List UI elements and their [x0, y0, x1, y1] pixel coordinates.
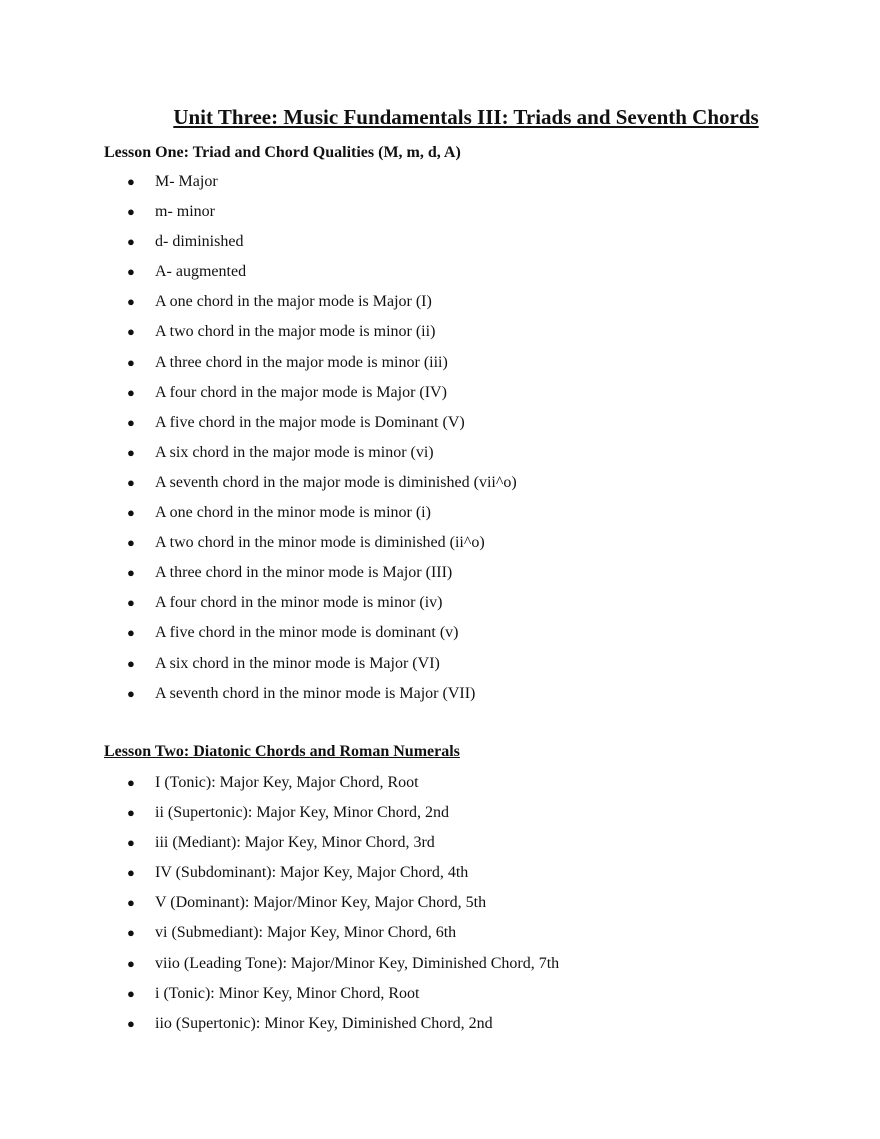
bullet-icon: ● — [127, 565, 135, 581]
list-item — [0, 653, 880, 683]
list-item-text: ii (Supertonic): Major Key, Minor Chord, 2nd — [155, 804, 450, 822]
list-item — [0, 382, 880, 412]
bullet-icon: ● — [127, 535, 135, 551]
list-item — [0, 291, 880, 321]
bullet-icon: ● — [127, 865, 135, 881]
list-item — [0, 983, 880, 1013]
bullet-icon: ● — [127, 505, 135, 521]
bullet-icon: ● — [127, 234, 135, 250]
list-item-text: A- augmented — [155, 263, 247, 281]
lesson-one-heading: Lesson One: Triad and Chord Qualities (M, m, d, A) — [104, 144, 461, 161]
list-item — [0, 261, 880, 291]
bullet-icon: ● — [127, 925, 135, 941]
list-item — [0, 562, 880, 592]
list-item-text: A two chord in the major mode is minor (ii) — [155, 323, 436, 341]
lesson-one-list — [0, 171, 880, 713]
list-item-text: vi (Submediant): Major Key, Minor Chord, 6th — [155, 924, 457, 942]
list-item-text: A six chord in the minor mode is Major (VI) — [155, 654, 440, 672]
list-item-text: i (Tonic): Minor Key, Minor Chord, Root — [155, 984, 420, 1002]
document-title: Unit Three: Music Fundamentals III: Triads and Seventh Chords — [173, 105, 759, 129]
list-item — [0, 171, 880, 201]
bullet-icon: ● — [127, 835, 135, 851]
list-item-text: A seventh chord in the minor mode is Major (VII) — [155, 684, 476, 702]
bullet-icon: ● — [127, 655, 135, 671]
list-item-text: A three chord in the major mode is minor (iii) — [155, 353, 448, 371]
list-item — [0, 502, 880, 532]
list-item-text: I (Tonic): Major Key, Major Chord, Root — [155, 774, 419, 791]
list-item-text: A two chord in the minor mode is diminished (ii^o) — [155, 534, 485, 552]
list-item — [0, 231, 880, 261]
list-item-text: A three chord in the minor mode is Major (III) — [155, 564, 453, 582]
list-item-text: A six chord in the major mode is minor (vi) — [155, 443, 434, 461]
bullet-icon: ● — [127, 1015, 135, 1031]
list-item — [0, 412, 880, 442]
list-item — [0, 862, 880, 892]
list-item — [0, 532, 880, 562]
bullet-icon: ● — [127, 985, 135, 1001]
list-item — [0, 772, 880, 802]
list-item — [0, 953, 880, 983]
list-item-text: A four chord in the minor mode is minor (iv) — [155, 594, 443, 612]
list-item-text: A one chord in the minor mode is minor (i) — [155, 504, 431, 522]
list-item — [0, 802, 880, 832]
list-item-text: A five chord in the major mode is Dominant (V) — [155, 413, 465, 431]
list-item-text: IV (Subdominant): Major Key, Major Chord, 4th — [155, 864, 469, 882]
bullet-icon: ● — [127, 895, 135, 911]
list-item-text: iii (Mediant): Major Key, Minor Chord, 3rd — [155, 834, 435, 852]
list-item-text: m- minor — [155, 203, 215, 221]
bullet-icon: ● — [127, 685, 135, 701]
list-item — [0, 592, 880, 622]
list-item-text: M- Major — [155, 173, 218, 190]
bullet-icon: ● — [127, 474, 135, 490]
bullet-icon: ● — [127, 294, 135, 310]
list-item — [0, 352, 880, 382]
list-item — [0, 321, 880, 351]
bullet-icon: ● — [127, 625, 135, 641]
list-item — [0, 622, 880, 652]
bullet-icon: ● — [127, 414, 135, 430]
bullet-icon: ● — [127, 805, 135, 821]
list-item — [0, 683, 880, 713]
bullet-icon: ● — [127, 324, 135, 340]
bullet-icon: ● — [127, 354, 135, 370]
list-item — [0, 472, 880, 502]
bullet-icon: ● — [127, 595, 135, 611]
bullet-icon: ● — [127, 444, 135, 460]
list-item-text: iio (Supertonic): Minor Key, Diminished Chord, 2nd — [155, 1014, 493, 1032]
list-item-text: A one chord in the major mode is Major (I) — [155, 293, 432, 311]
list-item-text: d- diminished — [155, 233, 244, 251]
list-item — [0, 832, 880, 862]
list-item — [0, 1013, 880, 1043]
bullet-icon: ● — [127, 174, 135, 189]
bullet-icon: ● — [127, 775, 135, 790]
list-item-text: viio (Leading Tone): Major/Minor Key, Diminished Chord, 7th — [155, 954, 560, 972]
list-item-text: A four chord in the major mode is Major (IV) — [155, 383, 447, 401]
list-item — [0, 442, 880, 472]
list-item-text: A five chord in the minor mode is dominant (v) — [155, 624, 459, 642]
bullet-icon: ● — [127, 204, 135, 220]
list-item — [0, 892, 880, 922]
bullet-icon: ● — [127, 384, 135, 400]
lesson-two-heading: Lesson Two: Diatonic Chords and Roman Numerals — [104, 743, 460, 760]
list-item-text: A seventh chord in the major mode is diminished (vii^o) — [155, 473, 517, 491]
list-item — [0, 922, 880, 952]
list-item-text: V (Dominant): Major/Minor Key, Major Chord, 5th — [155, 894, 487, 912]
lesson-two-list — [0, 772, 880, 1043]
bullet-icon: ● — [127, 264, 135, 280]
list-item — [0, 201, 880, 231]
bullet-icon: ● — [127, 955, 135, 971]
